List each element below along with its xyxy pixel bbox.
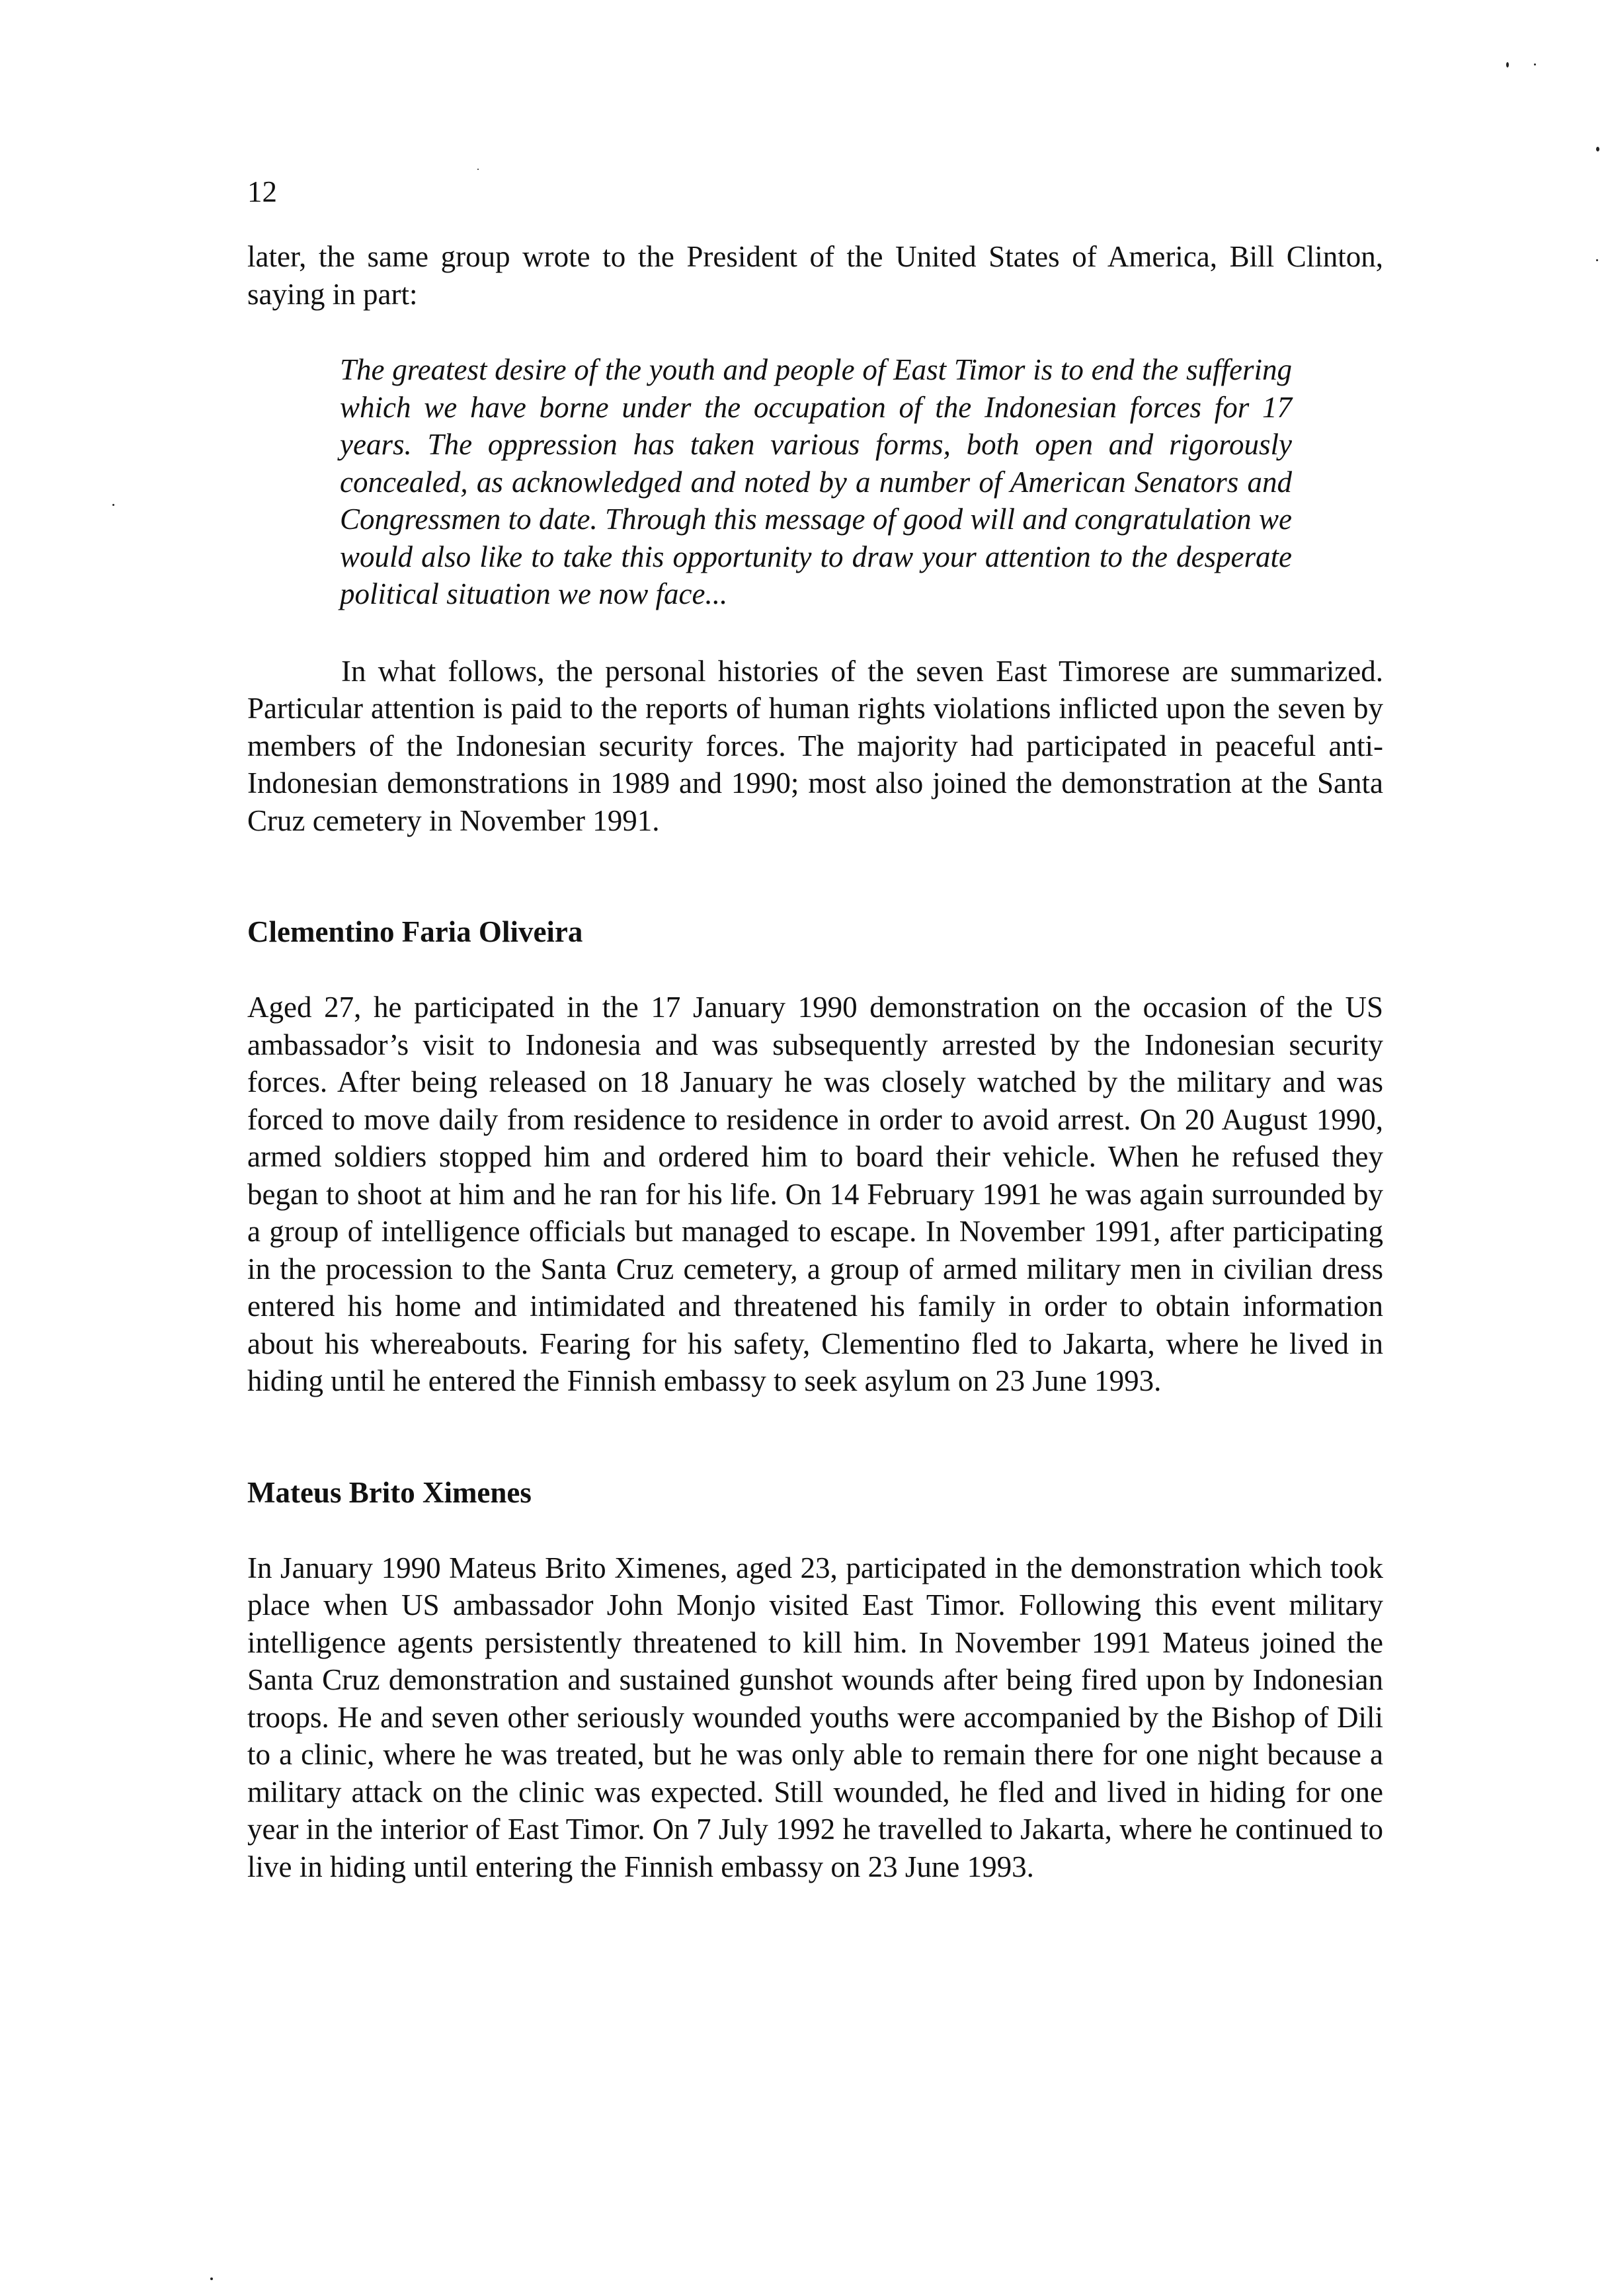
scan-speck <box>210 2277 213 2280</box>
section-heading-clementino: Clementino Faria Oliveira <box>247 915 583 948</box>
section-body-mateus: In January 1990 Mateus Brito Ximenes, aged 23, participated in the demonstration which took place when US ambassador John Monjo visited East Timor. Following this event military intelligence agents persistently threatened to kill him. In November 1991 Mateus joined the Santa Cruz demonstration and sustained gunshot wounds after being fired upon by Indonesian troops. He and seven other seriously wounded youths were accompanied by the Bishop of Dili to a clinic, where he was treated, but he was only able to remain there for one night because a military attack on the clinic was expected. Still wounded, he fled and lived in hiding for one year in the interior of East Timor. On 7 July 1992 he travelled to Jakarta, where he continued to live in hiding until entering the Finnish embassy on 23 June 1993. <box>247 1551 1383 1883</box>
document-body <box>247 238 1383 1885</box>
section-body-clementino: Aged 27, he participated in the 17 January 1990 demonstration on the occasion of the US ambassador’s visit to Indonesia and was subsequently arrested by the Indonesian security forces. After being released on 18 January he was closely watched by the military and was forced to move daily from residence to residence in order to avoid arrest. On 20 August 1990, armed soldiers stopped him and ordered him to board their vehicle. When he refused they began to shoot at him and he ran for his life. On 14 February 1991 he was again surrounded by a group of intelligence officials but managed to escape. In November 1991, after participating in the procession to the Santa Cruz cemetery, a group of armed military men in civilian dress entered his home and intimidated and threatened his family in order to obtain information about his whereabouts. Fearing for his safety, Clementino fled to Jakarta, where he lived in hiding until he entered the Finnish embassy to seek asylum on 23 June 1993. <box>247 991 1383 1397</box>
section-spacer <box>247 839 1383 913</box>
block-quote: The greatest desire of the youth and people of East Timor is to end the suffering which we have borne under the occupation of the Indonesian forces for 17 years. The oppression has taken various forms, both open and rigorously concealed, as acknowledged and noted by a number of American Senators and Congressmen to date. Through this message of good will and congratulation we would also like to take this opportunity to draw your attention to the desperate political situation we now face... <box>340 353 1292 610</box>
scan-speck <box>1534 63 1536 65</box>
section-heading-mateus: Mateus Brito Ximenes <box>247 1475 532 1509</box>
scan-speck <box>1596 259 1598 261</box>
scan-speck <box>1506 62 1509 67</box>
intro-paragraph: later, the same group wrote to the President of the United States of America, Bill Clinton, saying in part: <box>247 240 1383 311</box>
scan-speck <box>477 169 479 170</box>
scan-speck <box>112 504 114 506</box>
scan-speck <box>1596 147 1599 151</box>
page-number: 12 <box>247 175 277 208</box>
section-spacer <box>247 1400 1383 1474</box>
summary-paragraph: In what follows, the personal histories of the seven East Timorese are summarized. Particular attention is paid to the reports of human rights violations inflicted upon the seven by members of the Indonesian security forces. The majority had participated in peaceful anti-Indonesian demonstrations in 1989 and 1990; most also joined the demonstration at the Santa Cruz cemetery in November 1991. <box>247 654 1383 837</box>
